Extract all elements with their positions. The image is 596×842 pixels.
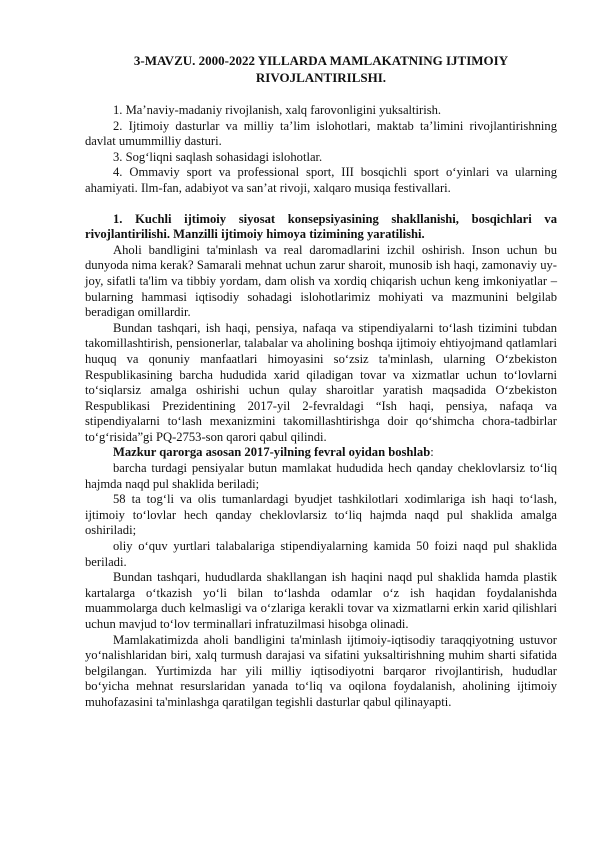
body-paragraph: oliy o‘quv yurtlari talabalariga stipendiyalarning kamida 50 foizi naqd pul shaklida beriladi.: [85, 539, 557, 569]
body-paragraph: Bundan tashqari, ish haqi, pensiya, nafaqa va stipendiyalarni to‘lash tizimini tubdan takomillashtirish, pensionerlar, talabalar va aholining boshqa ijtimoiy ehtiyojmand qatlamlari huquq va qonuniy manfaatlari himoyasini so‘zsiz ta'minlash, ularning O‘zbekiston Respublikasining barcha hududida xarid qiladigan tovar va xizmatlar uchun to‘lovlarni to‘siqlarsiz amalga oshirishi uchun qulay sharoitlar yaratish maqsadida O‘zbekiston Respublikasi Prezidentining 2017-yil 2-fevraldagi “Ish haqi, pensiya, nafaqa va stipendiyalarni to‘lash mexanizmini takomillashtirishga doir qo‘shimcha chora-tadbirlar to‘g‘risida”gi PQ-2753-son qarori qabul qilindi.: [85, 320, 557, 444]
body-paragraph: Bundan tashqari, hududlarda shakllangan ish haqini naqd pul shaklida hamda plastik kartalarga o‘tkazish yo‘li bilan to‘lashda odamlar o‘z ish haqidan foydalanishda muammolarga duch kelmasligi va o‘zlariga kerakli tovar va xizmatlarni erkin xarid qilishlari uchun mavjud to‘lov terminallari infratuzilmasi hisobga olinadi.: [85, 570, 557, 631]
plan-item: 4. Ommaviy sport va professional sport, III bosqichli sport o‘yinlari va ularning ahamiyati. Ilm-fan, adabiyot va san’at rivoji, xalqaro musiqa festivallari.: [85, 165, 557, 195]
plan-item: 3. Sog‘liqni saqlash sohasidagi islohotlar.: [113, 149, 323, 164]
plan-item: 1. Ma’naviy-madaniy rivojlanish, xalq farovonligini yuksaltirish.: [113, 103, 442, 117]
body-paragraph: 58 ta tog‘li va olis tumanlardagi byudjet tashkilotlari xodimlariga ish haqi to‘lash, ijtimoiy to‘lovlar hech qanday cheklovlarsiz to‘liq hajmda naqd pul shaklida amalga oshiriladi;: [85, 492, 557, 538]
body-paragraph: barcha turdagi pensiyalar butun mamlakat hududida hech qanday cheklovlarsiz to‘liq hajmda naqd pul shaklida beriladi;: [85, 461, 557, 491]
topic-plan-list: [85, 103, 557, 197]
body-paragraph: Aholi bandligini ta'minlash va real daromadlarini izchil oshirish. Inson uchun bu dunyoda nima kerak? Samarali mehnat uchun zarur sharoit, munosib ish haqi, zamonaviy uy-joy, sifatli ta'lim va tibbiy yordam, dam olish va xordiq chiqarish uchun keng imkoniyatlar – bularning hammasi iqtisodiy sohadagi islohotlarimiz mohiyati va mazmunini belgilab beradigan omillardir.: [85, 242, 557, 320]
body-paragraph: Mamlakatimizda aholi bandligini ta'minlash ijtimoiy-iqtisodiy taraqqiyotning ustuvor yo‘nalishlaridan biri, xalq turmush darajasi va sifatini yuksaltirishning muhim sharti sifatida belgilangan. Yurtimizda har yili milliy iqtisodiyotni barqaror rivojlantirish, hududlar bo‘yicha mehnat resurslaridan yanada to‘liq va oqilona foydalanish, aholining ijtimoiy muhofazasini ta'minlashga qaratilgan tegishli dasturlar qabul qilinayapti.: [85, 632, 557, 709]
decree-heading-line: [85, 445, 557, 461]
section-heading: 1. Kuchli ijtimoiy siyosat konsepsiyasining shakllanishi, bosqichlari va rivojlantirilishi. Manzilli ijtimoiy himoya tizimining yaratilishi.: [85, 211, 557, 242]
decree-heading-colon: :: [430, 445, 434, 460]
plan-item: 2. Ijtimoiy dasturlar va milliy ta’lim islohotlari, maktab ta’limini rivojlantirishning davlat umummilliy dasturi.: [85, 118, 557, 149]
decree-heading: Mazkur qarorga asosan 2017-yilning fevral oyidan boshlab: [113, 445, 431, 460]
page-title: 3-MAVZU. 2000-2022 YILLARDA MAMLAKATNING IJTIMOIY RIVOJLANTIRILSHI.: [133, 53, 509, 85]
document-page: [85, 52, 557, 711]
